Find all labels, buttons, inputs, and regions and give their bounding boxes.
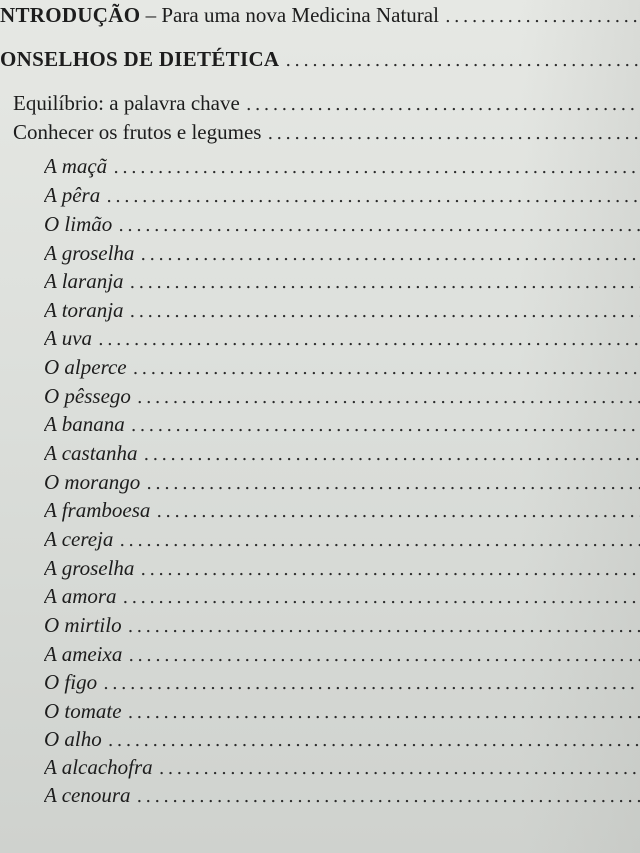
toc-intro-title: NTRODUÇÃO (0, 3, 141, 27)
toc-entry (44, 384, 640, 409)
dot-leader (128, 702, 640, 723)
toc-entry (44, 326, 640, 351)
toc-entry (44, 441, 640, 466)
toc-entry (44, 298, 640, 323)
dot-leader (285, 50, 640, 71)
toc-entry-label: A framboesa (44, 498, 151, 522)
dot-leader (98, 329, 640, 350)
toc-intro-label (0, 3, 445, 28)
toc-entry-label: O mirtilo (44, 613, 122, 637)
dot-leader (445, 6, 640, 27)
dot-leader (146, 473, 640, 494)
toc-section-label: Conhecer os frutos e legumes (13, 120, 262, 144)
toc-entry (44, 241, 640, 266)
toc-entry (44, 470, 640, 495)
toc-entry (44, 498, 640, 523)
toc-entry (44, 670, 640, 695)
dot-leader (133, 358, 640, 379)
dot-leader (118, 215, 640, 236)
toc-entry-label: O pêssego (44, 384, 131, 408)
toc-entry-label: O morango (44, 470, 141, 494)
toc-section-label: Equilíbrio: a palavra chave (13, 91, 240, 115)
toc-entry (44, 212, 640, 237)
toc-entry-label: A pêra (44, 183, 101, 207)
dot-leader (128, 645, 640, 666)
toc-entry (44, 755, 640, 780)
dot-leader (119, 530, 640, 551)
toc-entry (44, 613, 640, 638)
toc-chapter-title: ONSELHOS DE DIETÉTICA (0, 47, 280, 71)
toc-intro-line (0, 3, 640, 28)
dot-leader (131, 415, 640, 436)
toc-section-line (13, 91, 640, 116)
toc-entry-label: A banana (44, 412, 125, 436)
dot-leader (108, 730, 640, 751)
toc-entry (44, 355, 640, 380)
toc-entry (44, 154, 640, 179)
toc-entry-label: O alho (44, 727, 102, 751)
toc-entry-label: A amora (44, 584, 117, 608)
toc-entry-label: A maçã (44, 154, 108, 178)
dot-leader (103, 673, 640, 694)
dot-leader (130, 272, 640, 293)
toc-entry (44, 556, 640, 581)
dot-leader (144, 444, 640, 465)
toc-entry-label: A cenoura (44, 783, 131, 807)
toc-chapter-line (0, 47, 640, 72)
toc-entry (44, 183, 640, 208)
toc-entry (44, 727, 640, 752)
toc-entry-label: O limão (44, 212, 113, 236)
toc-entry (44, 699, 640, 724)
dot-leader (128, 616, 640, 637)
dot-leader (140, 559, 640, 580)
toc-section-line (13, 120, 640, 145)
toc-entry (44, 527, 640, 552)
toc-intro-subtitle: Para uma nova Medicina Natural (161, 3, 439, 27)
dot-leader (123, 587, 640, 608)
dot-leader (137, 786, 640, 807)
toc-entry-label: A alcachofra (44, 755, 153, 779)
toc-entry-label: O tomate (44, 699, 122, 723)
dot-leader (130, 301, 640, 322)
toc-entry-label: A ameixa (44, 642, 123, 666)
dot-leader (140, 244, 640, 265)
toc-entry (44, 269, 640, 294)
toc-entry (44, 642, 640, 667)
toc-entry-label: A laranja (44, 269, 124, 293)
toc-entry-label: A groselha (44, 556, 135, 580)
toc-entry-label: O alperce (44, 355, 127, 379)
dot-leader (159, 758, 640, 779)
toc-entry (44, 412, 640, 437)
dot-leader (113, 157, 640, 178)
dot-leader (156, 501, 640, 522)
dot-leader (246, 94, 640, 115)
dot-leader (137, 387, 640, 408)
toc-entry-label: O figo (44, 670, 98, 694)
toc-intro-separator: – (140, 3, 162, 27)
toc-entry-label: A uva (44, 326, 93, 350)
toc-entry (44, 584, 640, 609)
toc-entry-label: A groselha (44, 241, 135, 265)
toc-entry-label: A castanha (44, 441, 138, 465)
toc-entry-label: A toranja (44, 298, 124, 322)
toc-entry-label: A cereja (44, 527, 114, 551)
dot-leader (267, 123, 640, 144)
toc-entry (44, 783, 640, 808)
dot-leader (106, 186, 640, 207)
